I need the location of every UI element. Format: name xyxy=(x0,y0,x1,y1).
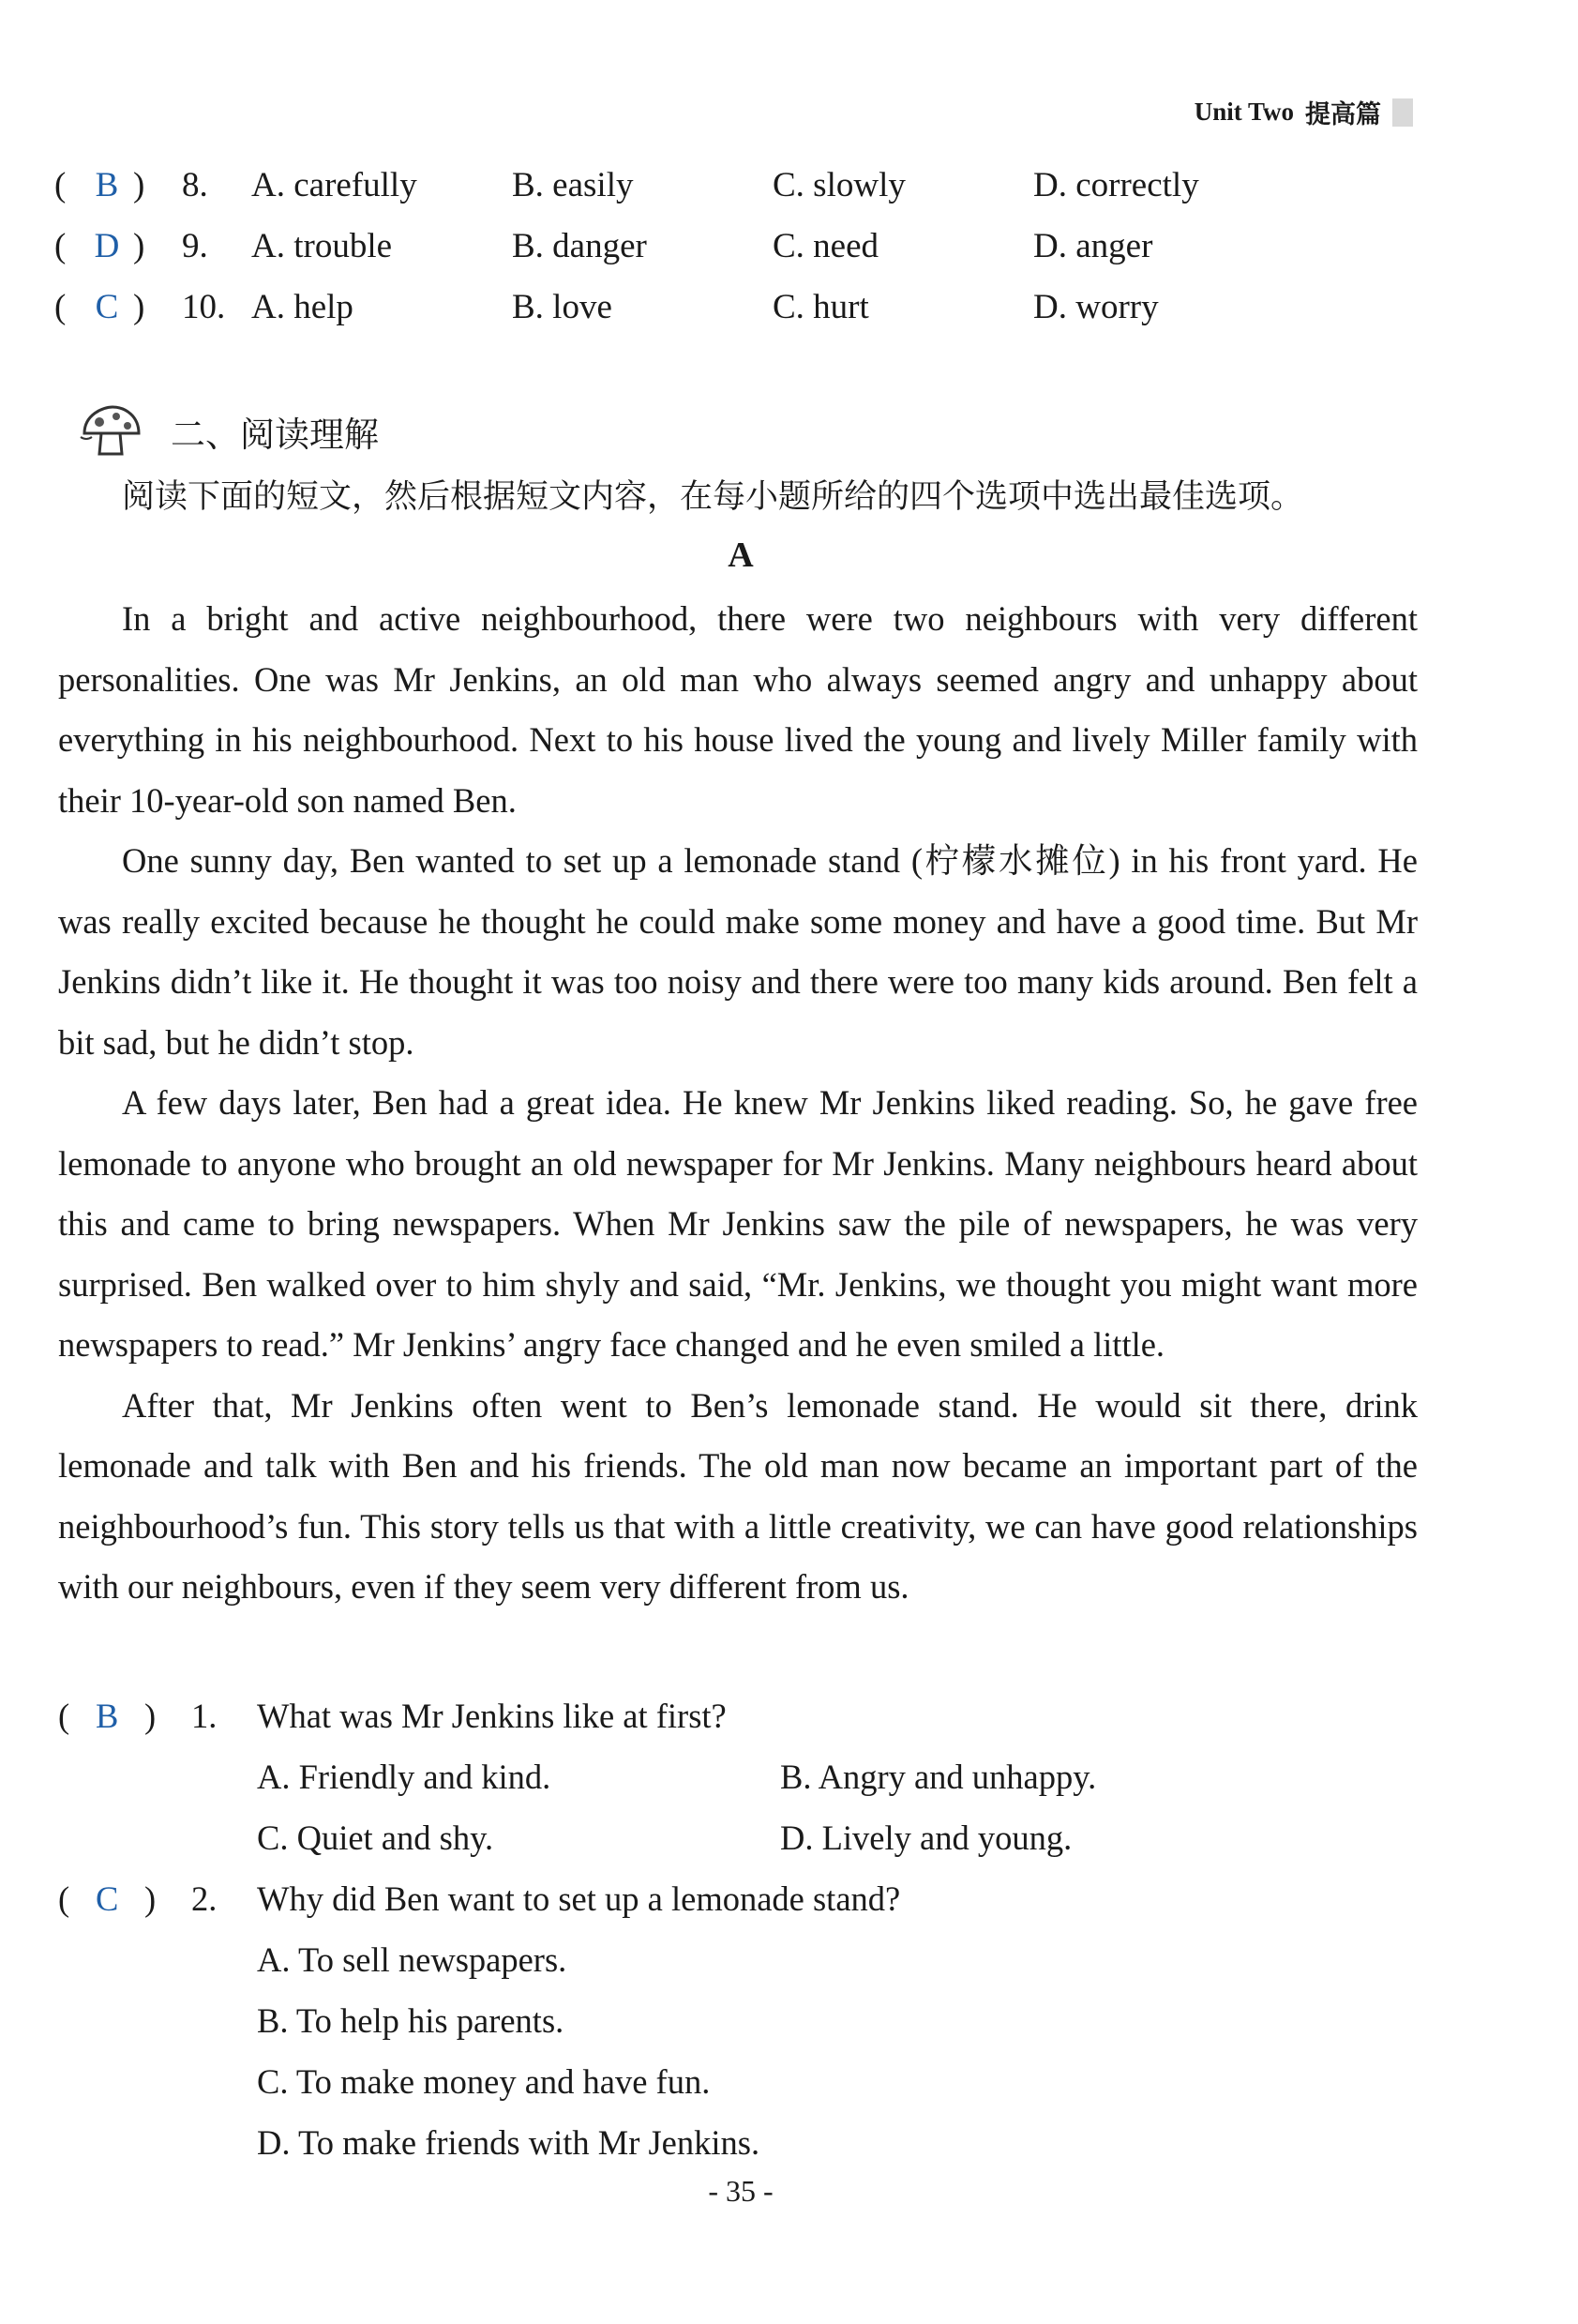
paren-close: ) xyxy=(133,288,145,326)
option-a: A. Friendly and kind. xyxy=(257,1758,551,1796)
option-d: D. To make friends with Mr Jenkins. xyxy=(257,2123,760,2162)
question-1 xyxy=(58,1696,727,1743)
answer-letter: C xyxy=(96,1879,119,1918)
mushroom-icon xyxy=(77,403,143,460)
page-header xyxy=(1195,94,1413,130)
answer-letter: C xyxy=(95,288,119,326)
question-text: Why did Ben want to set up a lemonade stand? xyxy=(257,1879,901,1918)
option-a: A. help xyxy=(251,288,353,326)
answer-letter: B xyxy=(96,1697,119,1735)
option-c: C. hurt xyxy=(773,288,869,326)
paren-close: ) xyxy=(144,1879,157,1918)
paren-open: ( xyxy=(58,1697,70,1735)
option-b: B. To help his parents. xyxy=(257,2001,564,2040)
header-marker xyxy=(1392,98,1413,127)
option-b: B. Angry and unhappy. xyxy=(780,1758,1097,1796)
option-d: D. Lively and young. xyxy=(780,1818,1073,1857)
option-c: C. To make money and have fun. xyxy=(257,2062,711,2101)
question-number: 10. xyxy=(182,288,226,326)
answer-letter: D xyxy=(94,227,120,265)
answer-row xyxy=(54,226,1153,273)
question-number: 2. xyxy=(191,1879,218,1918)
option-c: C. slowly xyxy=(773,166,906,204)
question-number: 9. xyxy=(182,227,208,265)
paren-close: ) xyxy=(144,1697,157,1735)
passage-label: A xyxy=(728,536,754,575)
paren-close: ) xyxy=(133,227,145,265)
section-heading xyxy=(77,403,379,460)
question-2 xyxy=(58,1879,901,1925)
option-a: A. To sell newspapers. xyxy=(257,1940,567,1979)
question-number: 8. xyxy=(182,166,208,204)
option-d: D. worry xyxy=(1033,288,1159,326)
level-label: 提高篇 xyxy=(1305,100,1381,129)
answer-letter: B xyxy=(95,166,119,204)
paren-close: ) xyxy=(133,166,145,204)
passage-paragraph: After that, Mr Jenkins often went to Ben’s lemonade stand. He would sit there, drink lemonade and talk with Ben and his friends. The old man now became an important part of the neighbourhood’s fun. This story tells us that with a little creativity, we can have good relationships with our neighbours, even if they seem very different from us. xyxy=(58,1385,1418,1606)
option-d: D. anger xyxy=(1033,227,1153,265)
passage-paragraph: In a bright and active neighbourhood, there were two neighbours with very different personalities. One was Mr Jenkins, an old man who always seemed angry and unhappy about everything in his neighbourhood. Next to his house lived the young and lively Miller family with their 10-year-old son named Ben. xyxy=(58,599,1418,820)
instruction-text: 阅读下面的短文，然后根据短文内容，在每小题所给的四个选项中选出最佳选项。 xyxy=(122,478,1304,516)
option-a: A. trouble xyxy=(251,227,393,265)
passage-paragraph: A few days later, Ben had a great idea. He knew Mr Jenkins liked reading. So, he gave free lemonade to anyone who brought an old newspaper for Mr Jenkins. Many neighbours heard about this and came to bring newspapers. When Mr Jenkins saw the pile of newspapers, he was very surprised. Ben walked over to him shyly and said, “Mr. Jenkins, we thought you might want more newspapers to read.” Mr Jenkins’ angry face changed and he even smiled a little. xyxy=(58,1083,1418,1364)
answer-row xyxy=(54,287,1159,334)
unit-label: Unit Two xyxy=(1194,98,1294,126)
section-title: 二、阅读理解 xyxy=(171,415,379,455)
option-a: A. carefully xyxy=(251,166,417,204)
option-b: B. danger xyxy=(512,227,647,265)
option-c: C. Quiet and shy. xyxy=(257,1818,494,1857)
page-number: - 35 - xyxy=(708,2174,774,2208)
paren-open: ( xyxy=(58,1879,70,1918)
reading-passage xyxy=(58,589,1418,1618)
paren-open: ( xyxy=(54,288,67,326)
option-b: B. easily xyxy=(512,166,634,204)
answer-row xyxy=(54,165,1199,212)
paren-open: ( xyxy=(54,227,67,265)
option-d: D. correctly xyxy=(1033,166,1199,204)
paren-open: ( xyxy=(54,166,67,204)
question-text: What was Mr Jenkins like at first? xyxy=(257,1697,727,1735)
option-c: C. need xyxy=(773,227,879,265)
passage-paragraph: One sunny day, Ben wanted to set up a lemonade stand (柠檬水摊位) in his front yard. He was really excited because he thought he could make some money and have a good time. But Mr Jenkins didn’t like it. He thought it was too noisy and there were too many kids around. Ben felt a bit sad, but he didn’t stop. xyxy=(58,841,1418,1062)
option-b: B. love xyxy=(512,288,612,326)
question-number: 1. xyxy=(191,1697,218,1735)
